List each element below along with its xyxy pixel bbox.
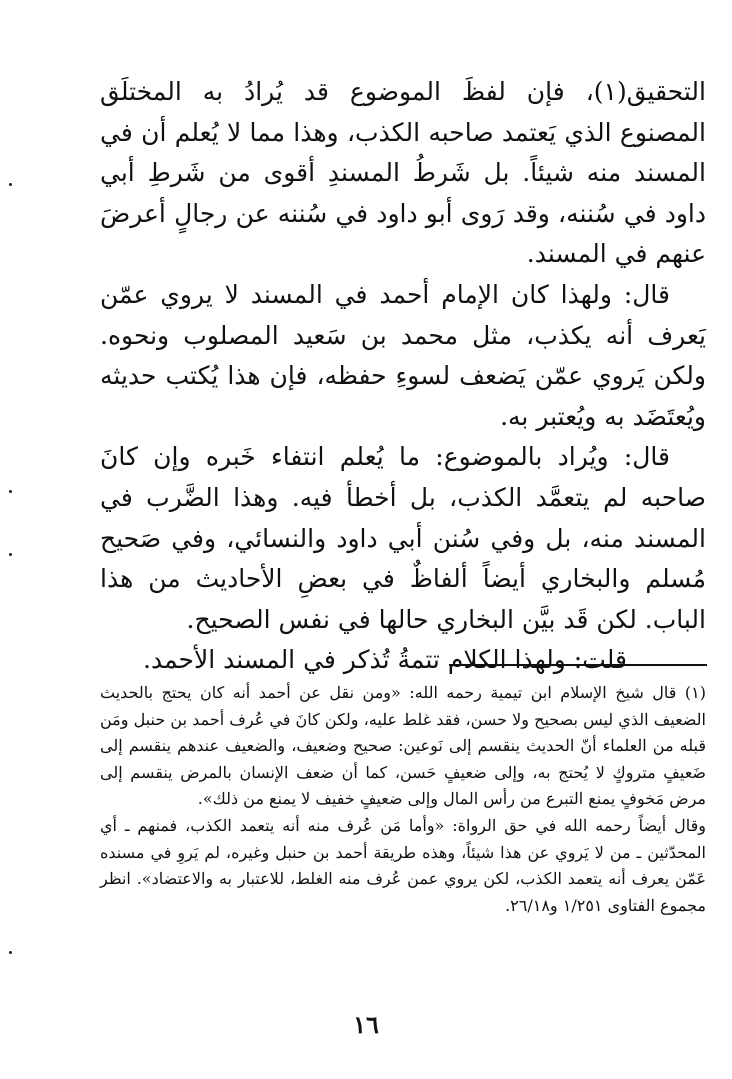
- footnote: وقال أيضاً رحمه الله في حق الرواة: «وأما مَن عُرف منه أنه يتعمد الكذب، فمنهم ـ أي المحدّثين ـ من لا يَروي عن هذا شيئاً، وهذه طريقة أحمد بن حنبل وغيره، لم يَروِ في مسنده عَمّن يعرف أنه يتعمد الكذب، لكن يروي عمن عُرف منه الغلط، للاعتبار به والاعتضاد». انظر مجموع الفتاوى ١/٢٥١ و٢٦/١٨.: [100, 815, 706, 915]
- margin-mark: [9, 553, 12, 556]
- paragraph: قال: ولهذا كان الإمام أحمد في المسند لا يروي عمّن يَعرف أنه يكذب، مثل محمد بن سَعيد المصلوب ونحوه. ولكن يَروي عمّن يَضعف لسوءِ حفظه، فإن هذا يُكتب حديثه ويُعتَضَد به ويُعتبر به.: [100, 279, 706, 431]
- footnote-separator: [449, 664, 707, 666]
- margin-mark: [9, 183, 12, 186]
- margin-mark: [9, 951, 12, 954]
- page-number: ١٦: [353, 1010, 379, 1039]
- footnote: (١) قال شيخ الإسلام ابن تيمية رحمه الله: «ومن نقل عن أحمد أنه كان يحتج بالحديث الضعيف الذي ليس بصحيح ولا حسن، فقد غلط عليه، ولكن كانَ في عُرف أحمد بن حنبل ومَن قبله من العلماء أنّ الحديث ينقسم إلى نَوعين: صحيح وضعيف، والضعيف عندهم ينقسم إلى ضَعيفٍ متروكٍ لا يُحتج به، وإلى ضعيفٍ حَسن، كما أن ضعف الإنسان بالمرض ينقسم إلى مرض مَخوفٍ يمنع التبرع من رأس المال وإلى ضعيفٍ خفيف لا يمنع من ذلك».: [100, 683, 707, 809]
- paragraph: قلت: ولهذا الكلام تتمةُ تُذكر في المسند الأحمد.: [143, 645, 627, 675]
- paragraph: التحقيق(١)، فإن لفظَ الموضوع قد يُرادُ به المختلَق المصنوع الذي يَعتمد صاحبه الكذب، وهذا مما لا يُعلم أن في المسند منه شيئاً. بل شَرطُ المسندِ أقوى من شَرطِ أبي داود في سُننه، وقد رَوى أبو داود في سُننه عن رجالٍ أعرضَ عنهم في المسند.: [100, 77, 706, 269]
- paragraph: قال: ويُراد بالموضوع: ما يُعلم انتفاء خَبره وإن كانَ صاحبه لم يتعمَّد الكذب، بل أخطأ فيه. وهذا الضَّرب في المسند منه، بل وفي سُنن أبي داود والنسائي، وفي صَحيح مُسلم والبخاري أيضاً ألفاظٌ في بعضِ الأحاديث من هذا الباب. لكن قَد بيَّن البخاري حالها في نفس الصحيح.: [100, 442, 706, 634]
- margin-mark: [9, 490, 12, 493]
- main-text: [100, 72, 706, 681]
- footnotes: [100, 680, 706, 919]
